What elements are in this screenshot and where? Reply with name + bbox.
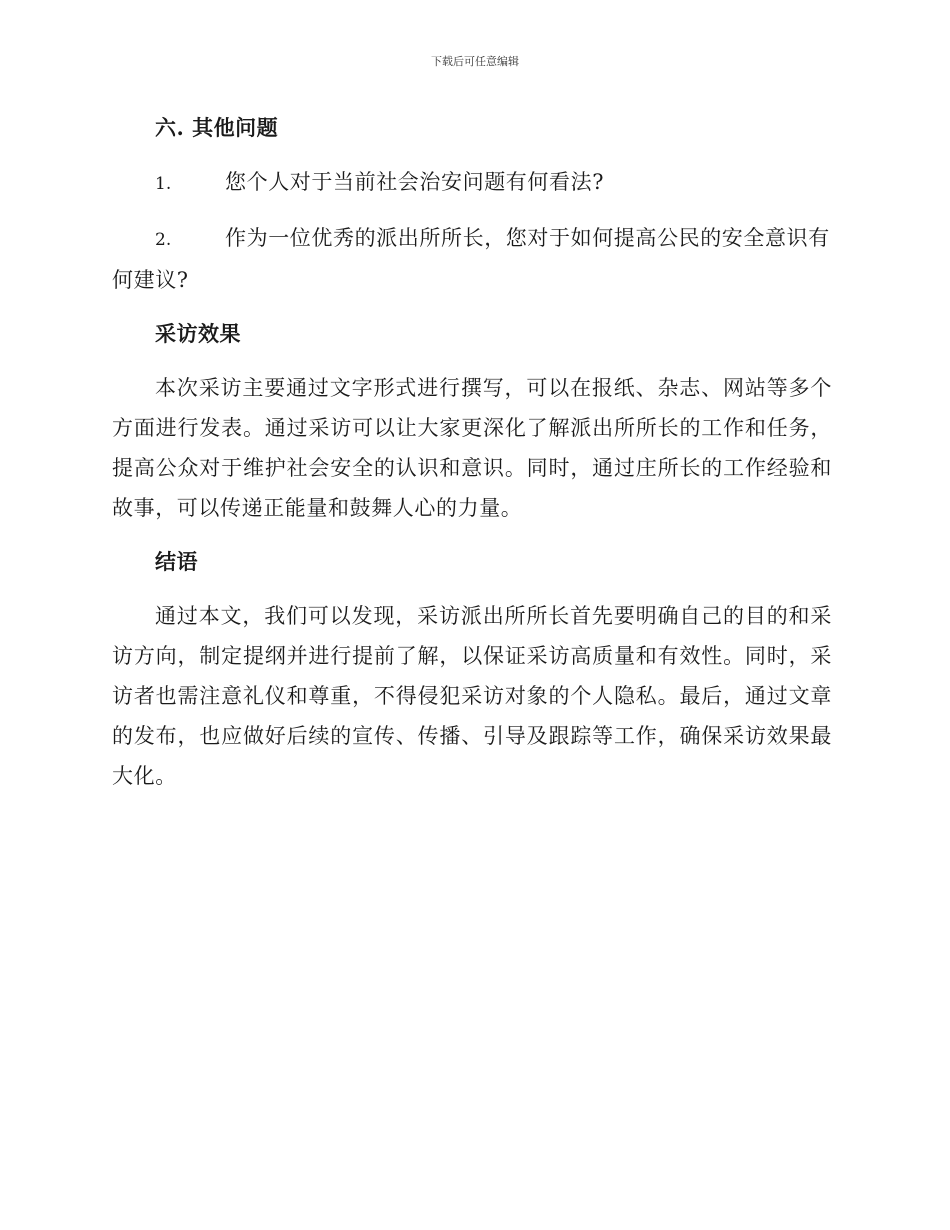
page-header: 下载后可任意编辑: [431, 55, 519, 68]
question-number: 2.: [155, 230, 172, 250]
question-item: [112, 162, 832, 204]
document-body: [112, 108, 832, 810]
question-number: 1.: [155, 174, 172, 194]
section-heading-interview-effect: 采访效果: [155, 321, 241, 346]
interview-effect-paragraph: 本次采访主要通过文字形式进行撰写，可以在报纸、杂志、网站等多个方面进行发表。通过采访可以让大家更深化了解派出所所长的工作和任务，提高公众对于维护社会安全的认识和意识。同时，通过庄所长的工作经验和故事，可以传递正能量和鼓舞人心的力量。: [112, 376, 832, 520]
question-text: 您个人对于当前社会治安问题有何看法?: [225, 170, 605, 194]
section-heading-conclusion: 结语: [155, 549, 198, 574]
question-item: [112, 218, 832, 300]
section-heading-other-questions: 六. 其他问题: [155, 115, 279, 140]
question-text: 作为一位优秀的派出所所长，您对于如何提高公民的安全意识有何建议?: [112, 226, 830, 292]
conclusion-paragraph: 通过本文，我们可以发现，采访派出所所长首先要明确自己的目的和采访方向，制定提纲并进行提前了解，以保证采访高质量和有效性。同时，采访者也需注意礼仪和尊重，不得侵犯采访对象的个人隐私。最后，通过文章的发布，也应做好后续的宣传、传播、引导及跟踪等工作，确保采访效果最大化。: [112, 604, 832, 788]
